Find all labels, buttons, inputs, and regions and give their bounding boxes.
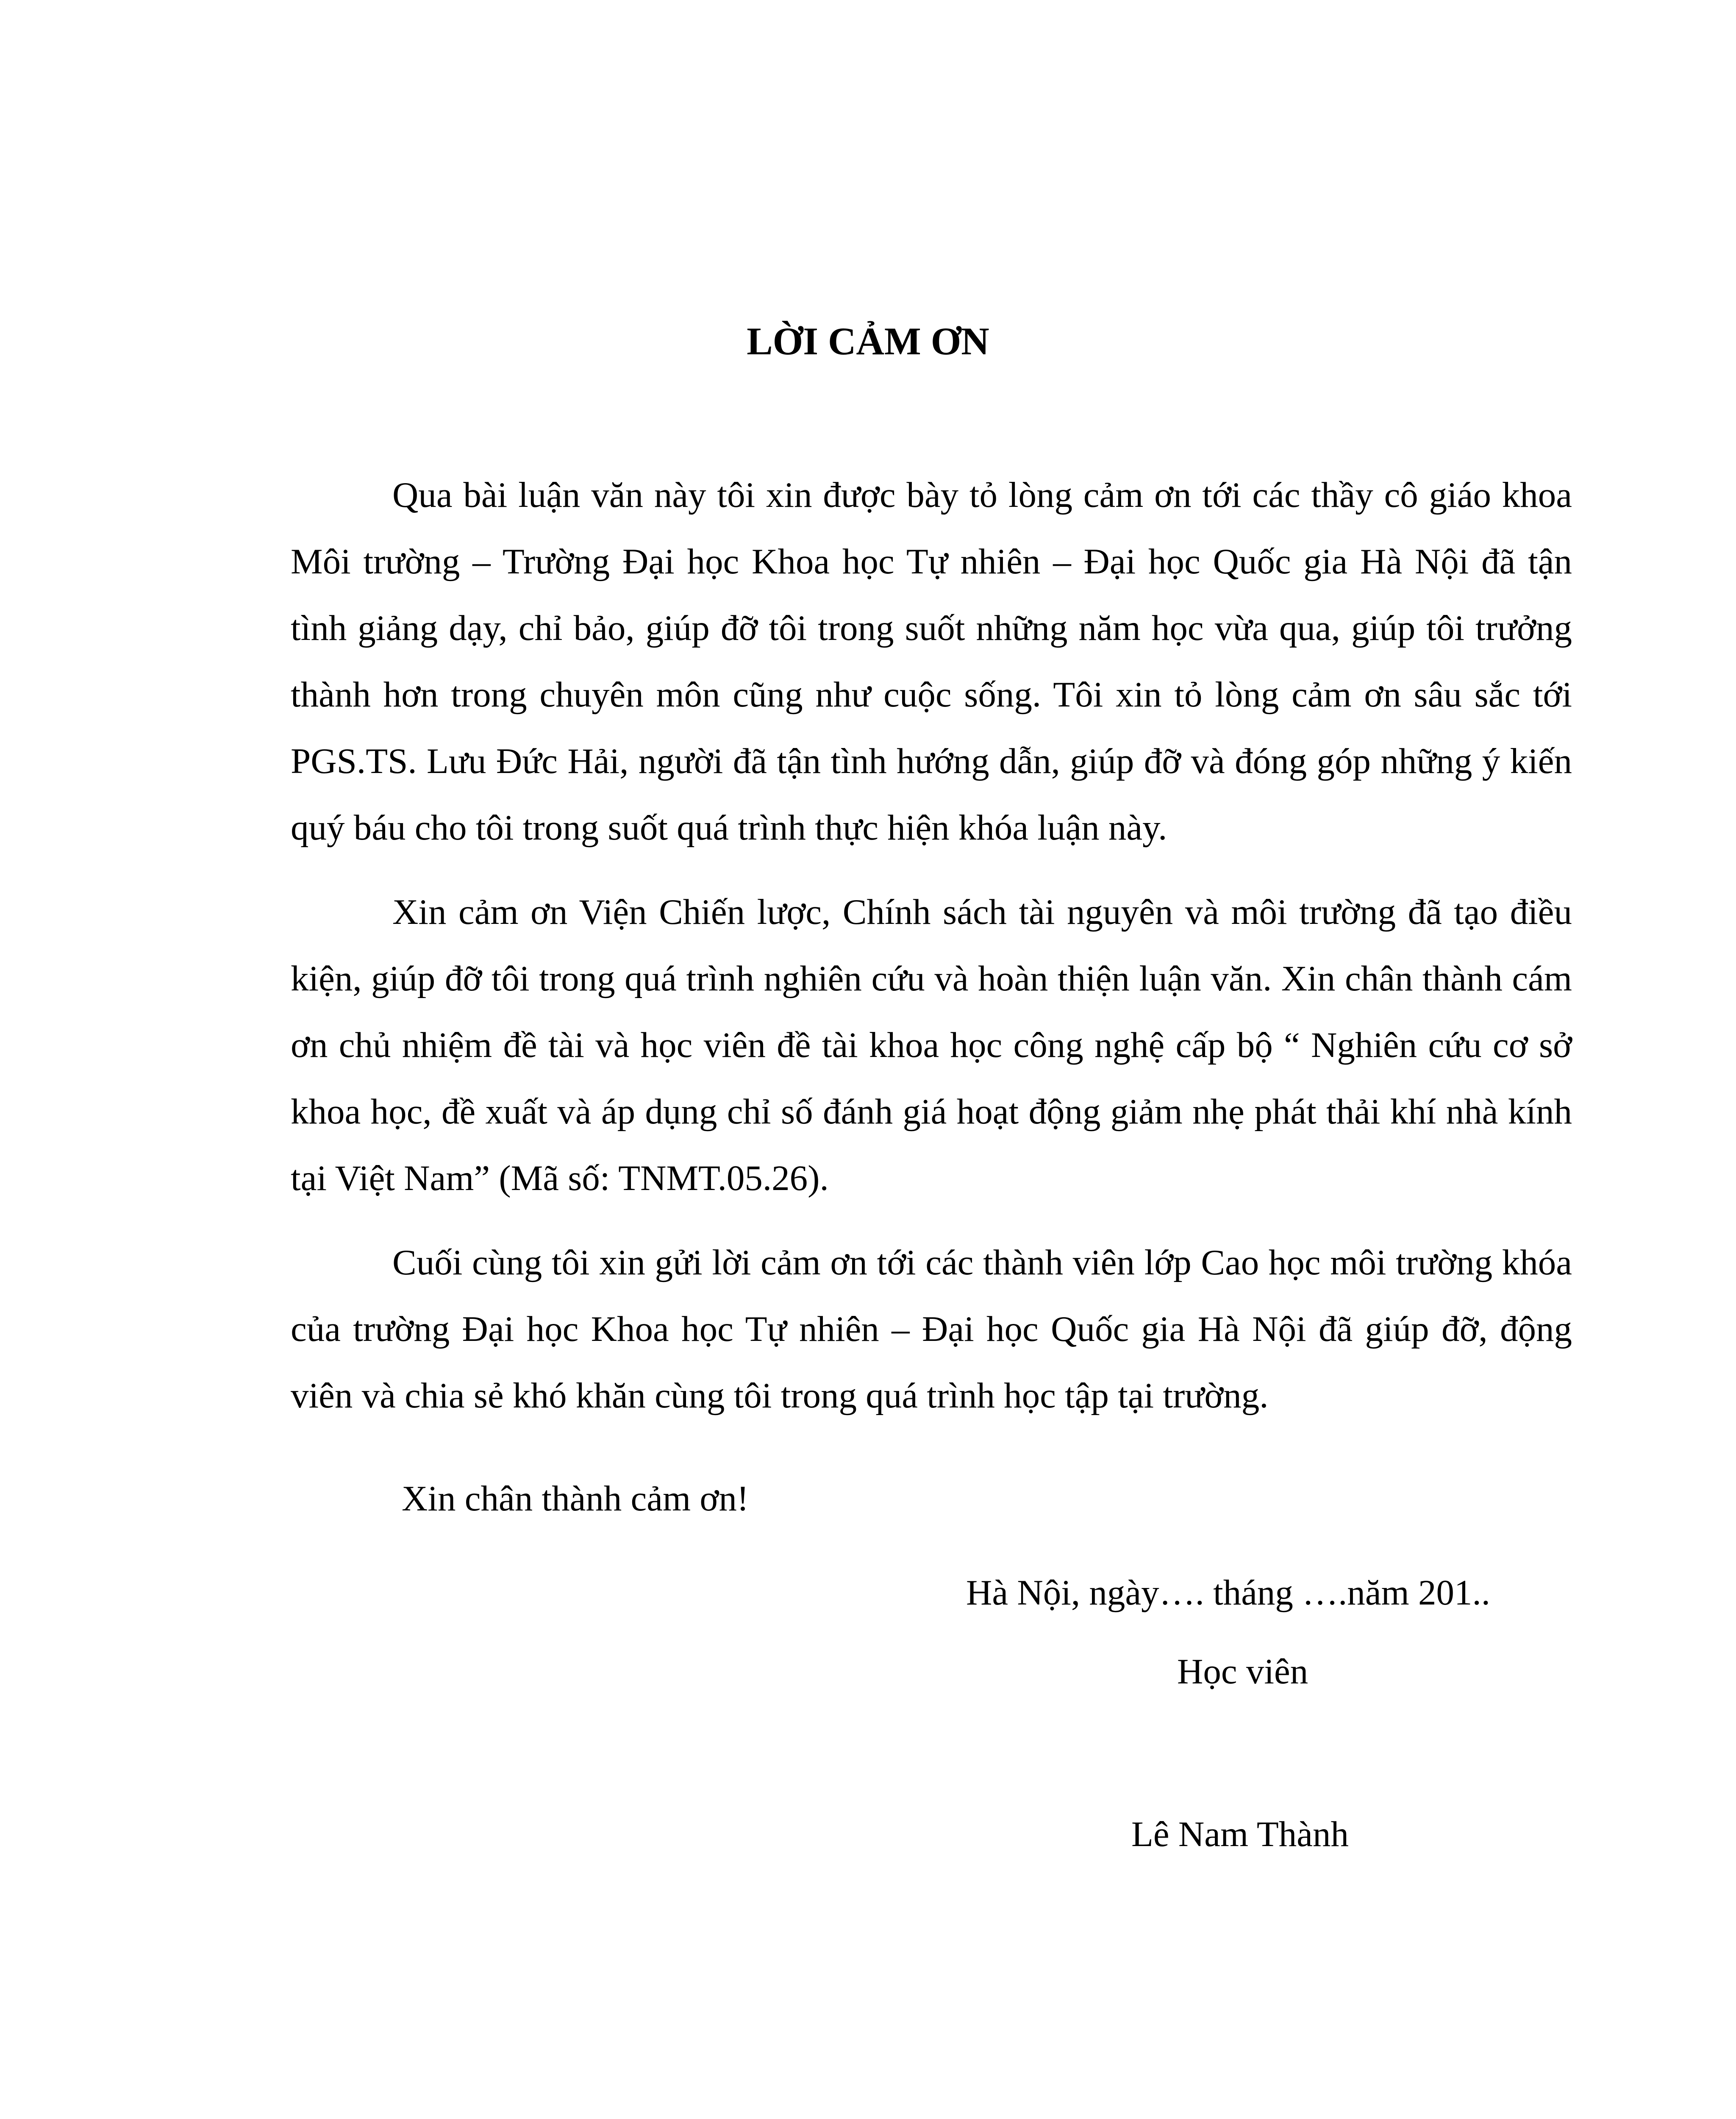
paragraph-1: Qua bài luận văn này tôi xin được bày tỏ lòng cảm ơn tới các thầy cô giáo khoa Môi trường – Trường Đại học Khoa học Tự nhiên – Đại học Quốc gia Hà Nội đã tận tình giảng dạy, chỉ bảo, giúp đỡ tôi trong suốt những năm học vừa qua, giúp tôi trưởng thành hơn trong chuyên môn cũng như cuộc sống. Tôi xin tỏ lòng cảm ơn sâu sắc tới PGS.TS. Lưu Đức Hải, người đã tận tình hướng dẫn, giúp đỡ và đóng góp những ý kiến quý báu cho tôi trong suốt quá trình thực hiện khóa luận này. xyxy=(291,475,1572,848)
paragraph-3: Cuối cùng tôi xin gửi lời cảm ơn tới các thành viên lớp Cao học môi trường khóa của trường Đại học Khoa học Tự nhiên – Đại học Quốc gia Hà Nội đã giúp đỡ, động viên và chia sẻ khó khăn cùng tôi trong quá trình học tập tại trường. xyxy=(291,1243,1572,1415)
closing-line: Xin chân thành cảm ơn! xyxy=(402,1479,749,1518)
document-title: LỜI CẢM ƠN xyxy=(747,320,989,363)
paragraph-2: Xin cảm ơn Viện Chiến lược, Chính sách tài nguyên và môi trường đã tạo điều kiện, giúp đỡ tôi trong quá trình nghiên cứu và hoàn thiện luận văn. Xin chân thành cám ơn chủ nhiệm đề tài và học viên đề tài khoa học công nghệ cấp bộ “ Nghiên cứu cơ sở khoa học, đề xuất và áp dụng chỉ số đánh giá hoạt động giảm nhẹ phát thải khí nhà kính tại Việt Nam” (Mã số: TNMT.05.26). xyxy=(291,892,1572,1198)
acknowledgement-body xyxy=(291,462,1572,1429)
signer-role: Học viên xyxy=(1177,1652,1308,1691)
place-date: Hà Nội, ngày…. tháng ….năm 201.. xyxy=(966,1573,1491,1613)
signer-name: Lê Nam Thành xyxy=(1131,1814,1349,1854)
